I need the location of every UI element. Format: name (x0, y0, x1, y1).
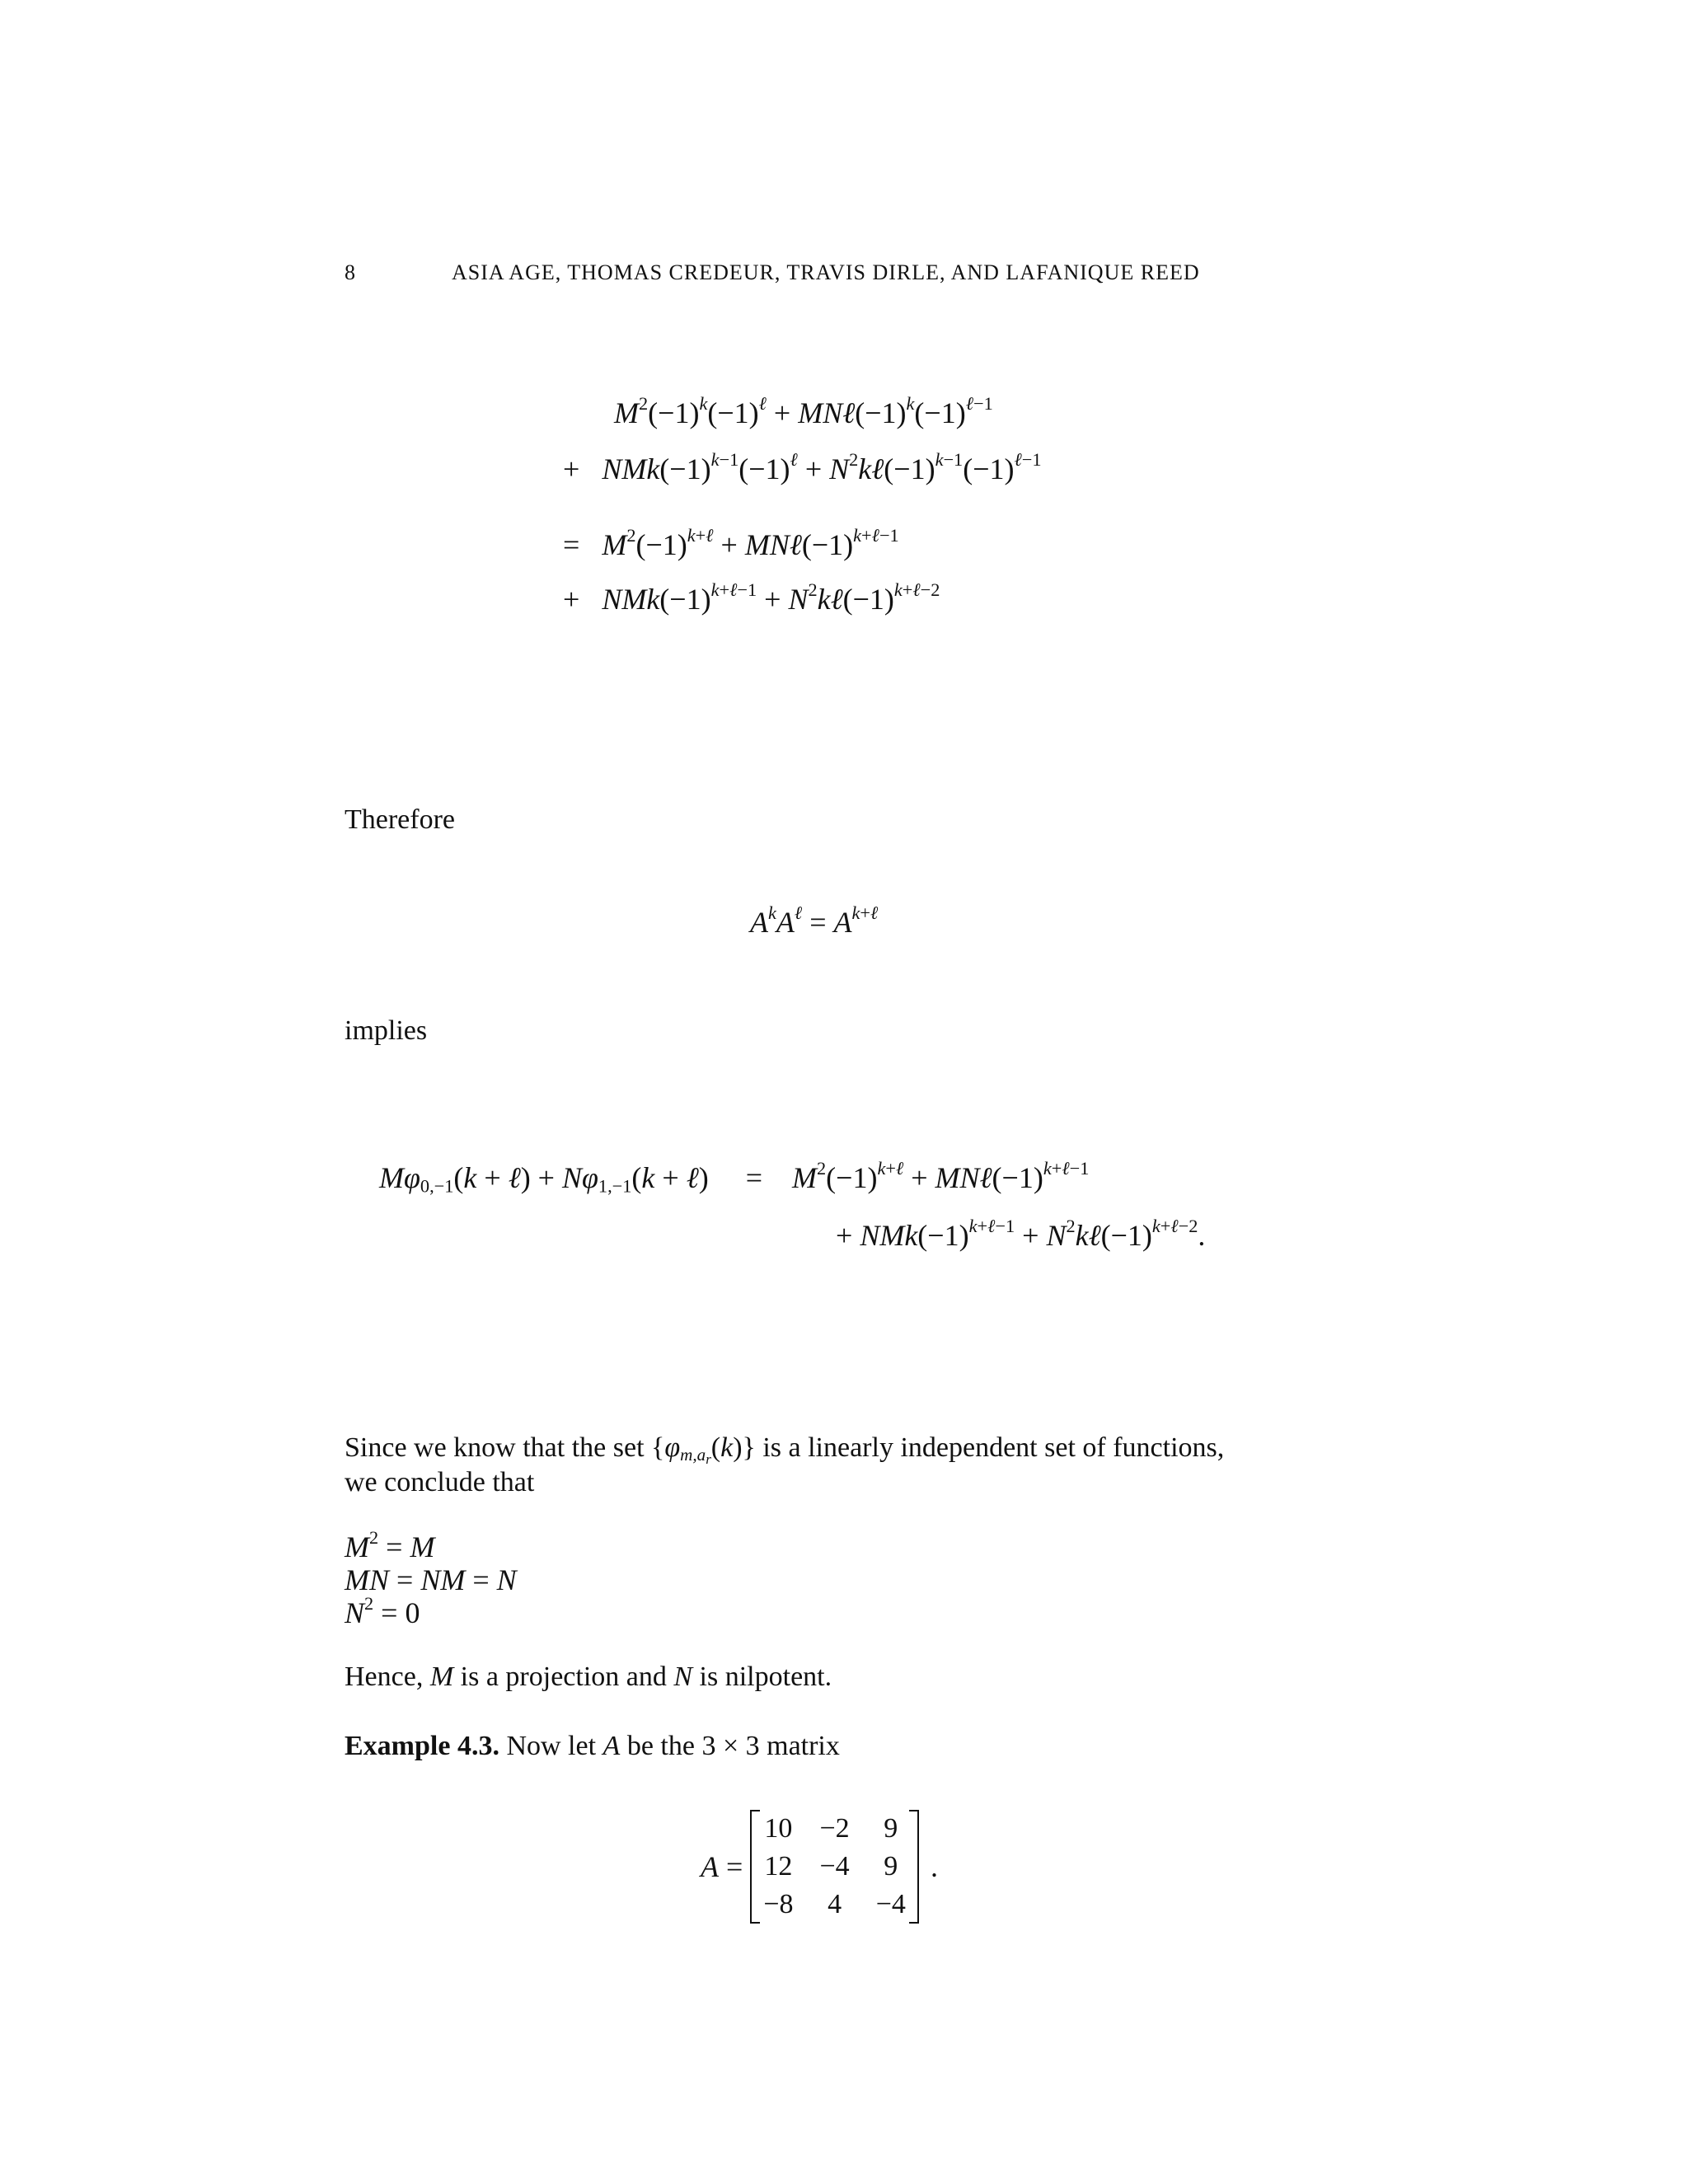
equation-line-4: + $NMk(-1)^{k+\ell-1}$ + $N^2k\ell(-1)^{k+\ell-2}$ (563, 579, 940, 616)
matrix-cell: −8 (763, 1889, 794, 1919)
relation-n-squared: $N^2 = 0$ (345, 1592, 420, 1629)
matrix-cell: 9 (884, 1813, 898, 1844)
example-text-a: Now let (506, 1731, 597, 1761)
equation-line-1: $M^2(-1)^k(-1)^\ell$ + $MN\ell(-1)^k(-1)^{\ell-1}$ (614, 392, 993, 429)
equation-power-rule: $A^kA^\ell = A^{k+\ell}$ (750, 902, 879, 939)
equation-implied-lhs: $M\varphi_{0,-1}(k$ + ℓ) + $N\varphi_{1,-1}(k$ + ℓ) = $M^2(-1)^{k+\ell}$ + $MN\ell(-1)^{k+\ell-1}$ (379, 1157, 1090, 1197)
paragraph-hence: Hence, M is a projection and N is nilpotent. (345, 1661, 832, 1692)
since-text-c: we conclude that (345, 1467, 535, 1497)
since-text-b: is a linearly independent set of functions, (762, 1432, 1225, 1463)
equation-line-2: + $NMk(-1)^{k-1}(-1)^\ell$ + $N^2k\ell(-1)^{k-1}(-1)^{\ell-1}$ (563, 448, 1042, 485)
equation-line-3: = $M^2(-1)^{k+\ell}$ + $MN\ell(-1)^{k+\ell-1}$ (563, 524, 899, 561)
hence-text-b: is a projection and (460, 1661, 667, 1692)
equation-implied-rhs-2: + $NMk(-1)^{k+\ell-1}$ + $N^2k\ell(-1)^{k+\ell-2}$. (836, 1215, 1206, 1252)
hence-text-c: is nilpotent. (699, 1661, 832, 1692)
matrix-a (750, 1810, 919, 1924)
example-text-b: be the 3 × 3 matrix (626, 1731, 840, 1761)
matrix-cell: −2 (819, 1813, 850, 1844)
matrix-cell: −4 (819, 1851, 850, 1882)
paragraph-since: Since we know that the set $\{\varphi_{m,a_r}(k)\}$ is a linearly independent set of functions, we conclude that (345, 1432, 1367, 1498)
relation-mn: MN = NM = N (345, 1563, 517, 1596)
example-label: Example 4.3. (345, 1731, 499, 1761)
hence-text-a: Hence, (345, 1661, 424, 1692)
running-header: ASIA AGE, THOMAS CREDEUR, TRAVIS DIRLE, AND LAFANIQUE REED (452, 260, 1200, 284)
text-implies: implies (345, 1015, 428, 1046)
relation-m-squared: $M^2 = M$ (345, 1526, 435, 1563)
matrix-cell: 10 (764, 1813, 793, 1844)
matrix-cell: −4 (875, 1889, 906, 1919)
matrix-cell: 4 (828, 1889, 842, 1919)
example-4-3: Example 4.3. Now let A be the 3 × 3 matrix (345, 1731, 840, 1761)
page-number: 8 (345, 260, 356, 284)
text-therefore: Therefore (345, 804, 456, 835)
since-text-a: Since we know that the set (345, 1432, 645, 1463)
matrix-cell: 9 (884, 1851, 898, 1882)
matrix-equation: A = 10 −2 9 12 −4 9 −8 4 −4 . (701, 1810, 938, 1924)
matrix-cell: 12 (764, 1851, 793, 1882)
